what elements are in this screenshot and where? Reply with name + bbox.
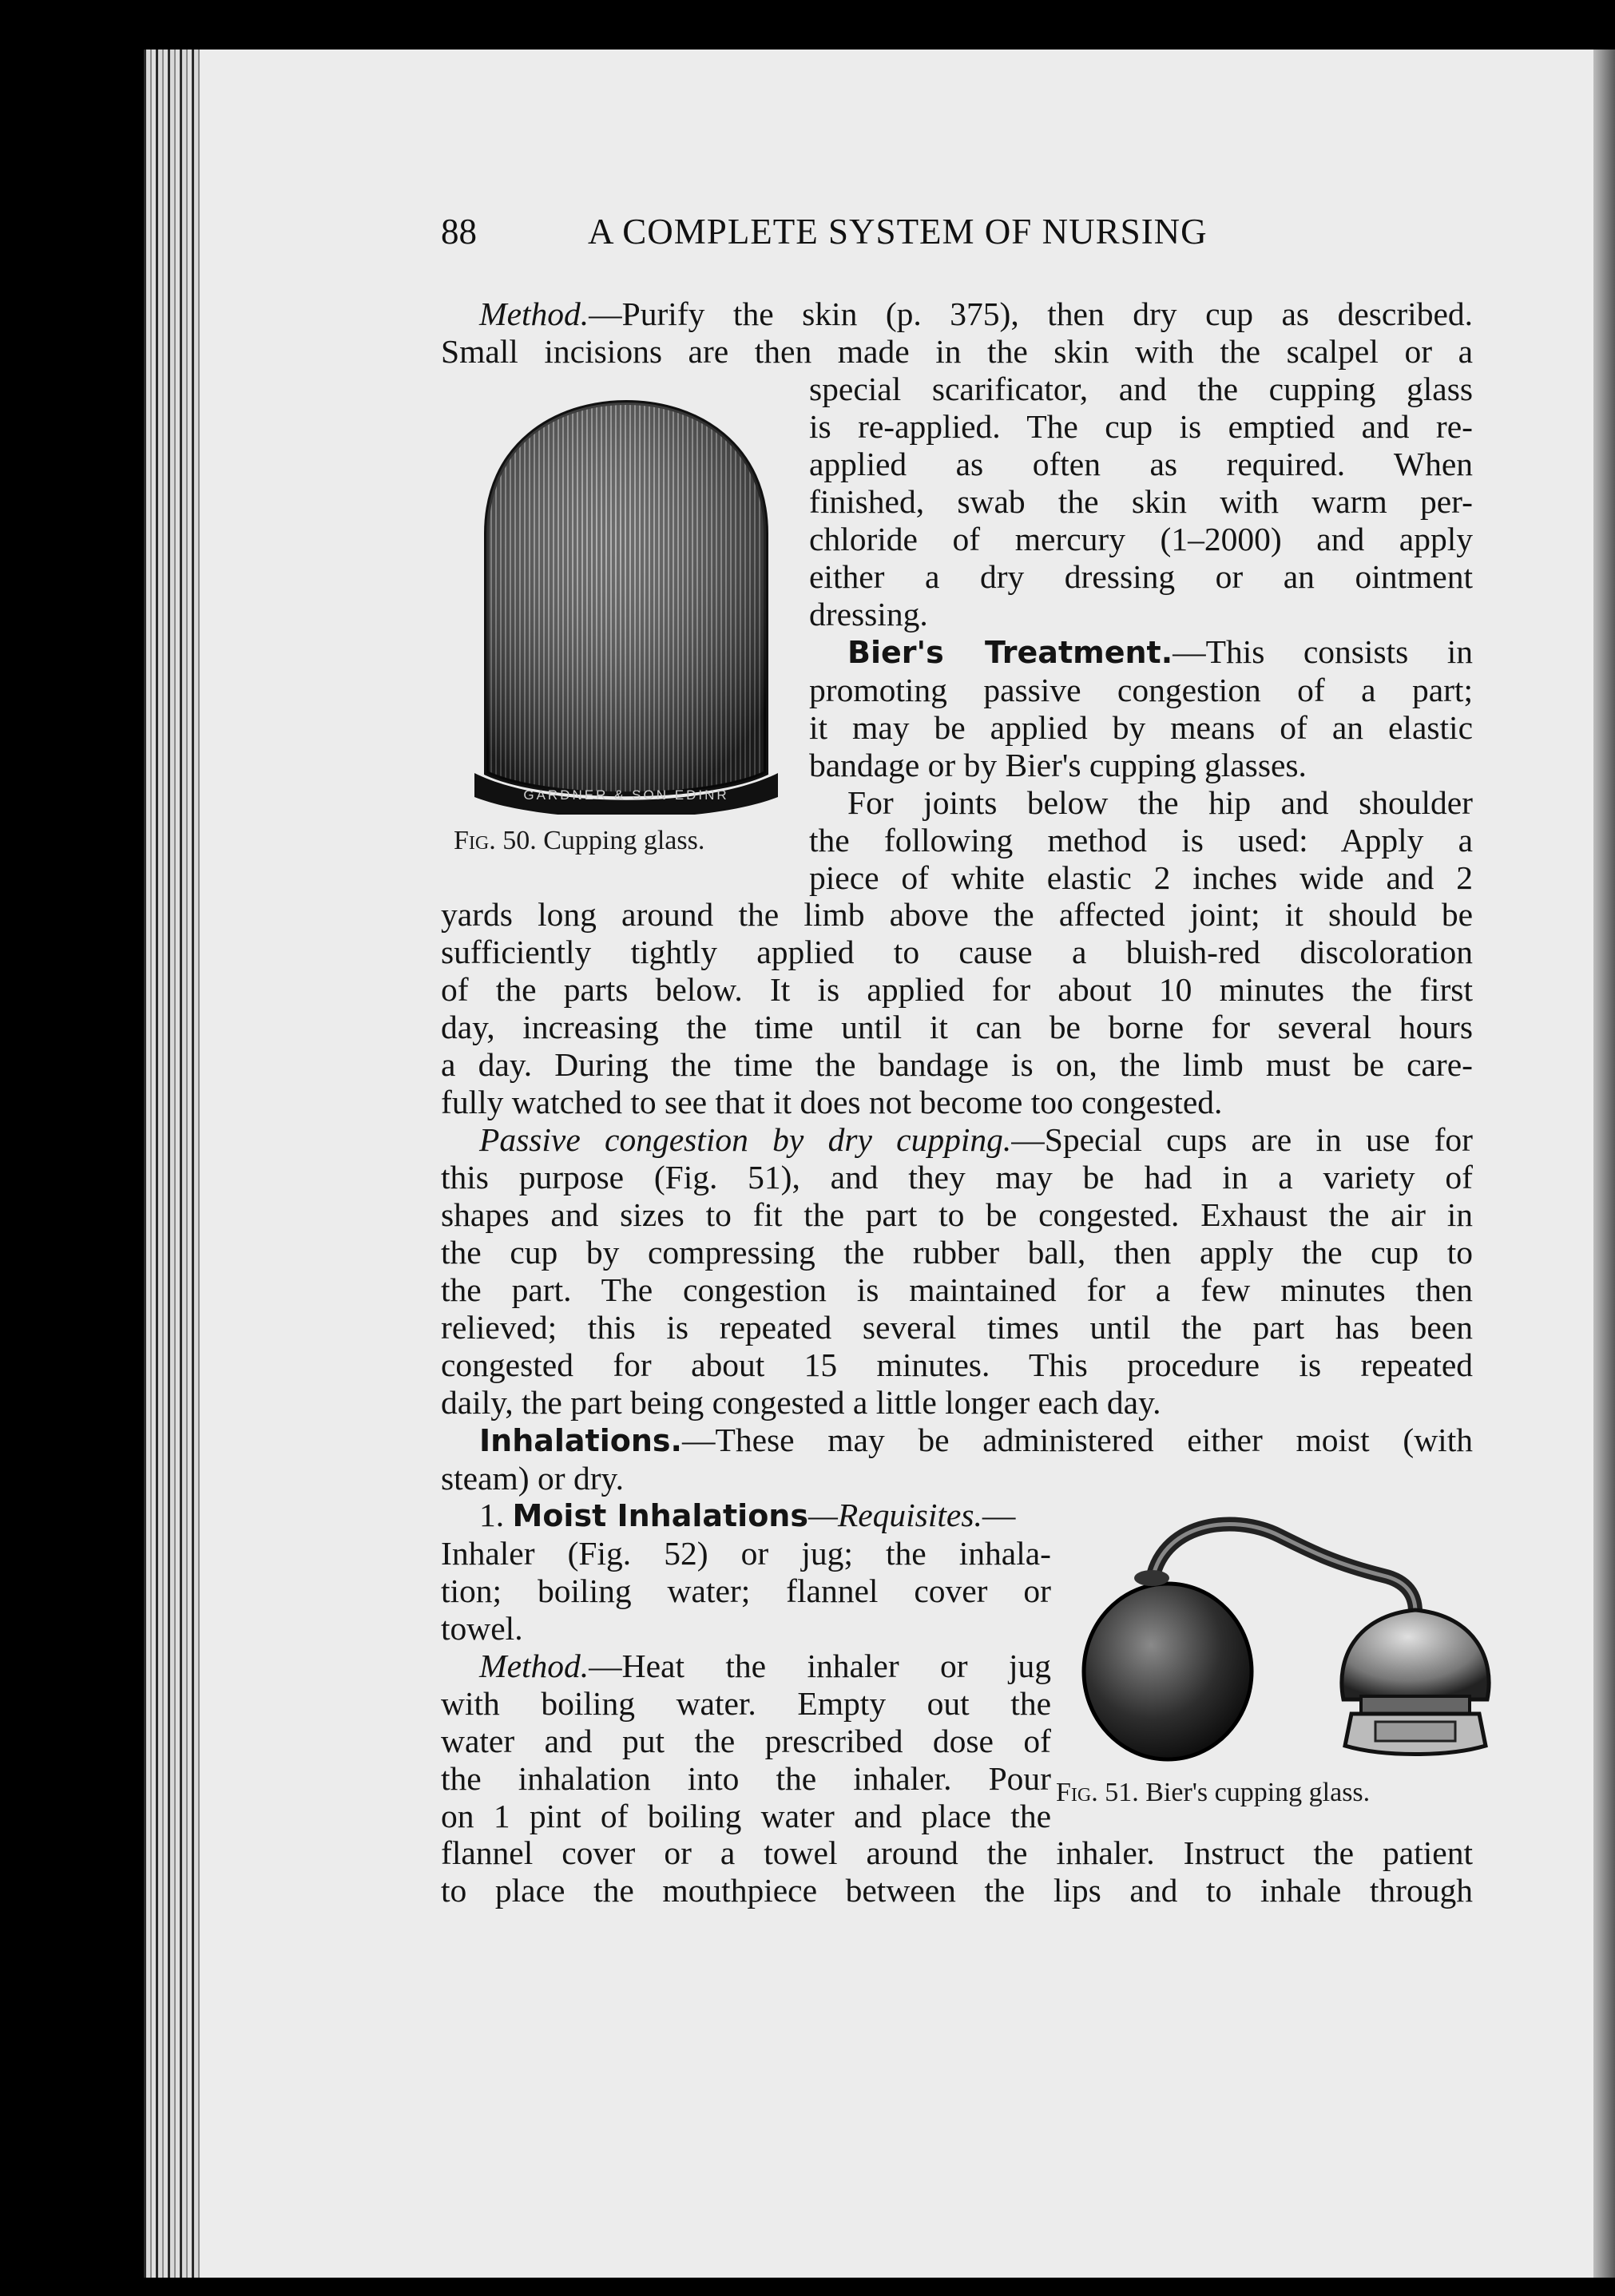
run-in-heading: Method. — [479, 1648, 589, 1684]
text-run: 1. — [479, 1497, 513, 1533]
page-number: 88 — [441, 212, 477, 252]
text-run: day, increasing the time until it can be borne for several hours — [441, 1009, 1473, 1045]
fig51-caption-prefix: Fig. 51. — [1056, 1778, 1139, 1807]
text-run: shapes and sizes to fit the part to be congested. Exhaust the air in — [441, 1196, 1473, 1233]
text-run: —Special cups are in use for — [1011, 1121, 1473, 1158]
text-line — [809, 483, 1473, 521]
text-run: special scarificator, and the cupping glass — [809, 371, 1473, 407]
text-line — [441, 1648, 1051, 1685]
text-line — [441, 896, 1473, 934]
text-run: steam) or dry. — [441, 1460, 624, 1497]
text-line — [441, 1234, 1473, 1271]
text-line — [809, 633, 1473, 672]
text-run: flannel cover or a towel around the inhaler. Instruct the patient — [441, 1834, 1473, 1871]
text-line — [441, 1760, 1051, 1798]
text-run: a day. During the time the bandage is on, the limb must be care- — [441, 1046, 1473, 1083]
section-heading: Bier's Treatment. — [847, 635, 1173, 670]
text-line — [441, 934, 1473, 971]
text-line — [809, 672, 1473, 709]
text-run: the part. The congestion is maintained for a few minutes then — [441, 1271, 1473, 1308]
text-line — [809, 558, 1473, 596]
text-line — [441, 1384, 1473, 1422]
text-line — [441, 1309, 1473, 1346]
text-line — [441, 1535, 1051, 1572]
running-title: A COMPLETE SYSTEM OF NURSING — [588, 212, 1208, 252]
text-line — [441, 1572, 1051, 1610]
text-line — [441, 1346, 1473, 1384]
text-line — [809, 521, 1473, 558]
text-run: chloride of mercury (1–2000) and apply — [809, 521, 1473, 557]
text-line — [809, 822, 1473, 859]
text-line — [441, 1872, 1473, 1909]
text-run: Small incisions are then made in the skin with the scalpel or a — [441, 333, 1473, 370]
text-line — [809, 596, 1473, 633]
text-run: daily, the part being congested a little longer each day. — [441, 1384, 1161, 1421]
fig50-caption-prefix: Fig. 50. — [454, 826, 537, 855]
text-line — [809, 446, 1473, 483]
running-head — [441, 211, 1327, 259]
text-line — [441, 1497, 1051, 1535]
text-line — [441, 971, 1473, 1009]
run-in-heading: Method. — [479, 295, 589, 332]
text-run: either a dry dressing or an ointment — [809, 558, 1473, 595]
text-line — [441, 333, 1473, 371]
text-run: on 1 pint of boiling water and place the — [441, 1798, 1051, 1834]
cupping-glass-illustration — [466, 398, 786, 815]
text-run: water and put the prescribed dose of — [441, 1723, 1051, 1759]
text-run: —Purify the skin (p. 375), then dry cup as described. — [589, 295, 1473, 332]
body-text-full — [441, 896, 1473, 1497]
run-in-heading: Passive congestion by dry cupping. — [479, 1121, 1012, 1158]
text-run: is re-applied. The cup is emptied and re- — [809, 408, 1473, 445]
text-line — [441, 1685, 1051, 1723]
text-run: piece of white elastic 2 inches wide and 2 — [809, 859, 1473, 896]
text-run: congested for about 15 minutes. This procedure is repeated — [441, 1346, 1473, 1383]
text-run: —Heat the inhaler or jug — [589, 1648, 1051, 1684]
text-run: towel. — [441, 1610, 523, 1647]
text-line — [441, 1121, 1473, 1159]
biers-cupping-glass-illustration — [1072, 1508, 1503, 1763]
text-line — [441, 1610, 1051, 1648]
text-line — [441, 1460, 1473, 1497]
text-run: Inhaler (Fig. 52) or jug; the inhala- — [441, 1535, 1051, 1572]
run-in-heading: —Requisites. — [808, 1497, 982, 1533]
text-line — [809, 859, 1473, 897]
text-run: to place the mouthpiece between the lips and to inhale through — [441, 1872, 1473, 1909]
fig51-caption — [1056, 1778, 1370, 1808]
text-line — [441, 1009, 1473, 1046]
text-line — [441, 1271, 1473, 1309]
text-run: the cup by compressing the rubber ball, then apply the cup to — [441, 1234, 1473, 1271]
text-line — [809, 371, 1473, 408]
text-run: finished, swab the skin with warm per- — [809, 483, 1473, 520]
text-run: the inhalation into the inhaler. Pour — [441, 1760, 1051, 1797]
text-line — [441, 1834, 1473, 1872]
body-text-wrap-fig50 — [809, 371, 1473, 897]
text-run: fully watched to see that it does not become too congested. — [441, 1084, 1223, 1120]
text-run: with boiling water. Empty out the — [441, 1685, 1051, 1722]
text-run: dressing. — [809, 596, 928, 632]
text-line — [441, 295, 1473, 333]
section-heading: Moist Inhalations — [512, 1498, 808, 1533]
text-run: — — [982, 1497, 1016, 1533]
maker-mark: GARDNER & SON EDINR — [523, 787, 729, 803]
fig51-caption-text: Bier's cupping glass. — [1145, 1778, 1371, 1807]
text-run: —These may be administered either moist (with — [681, 1422, 1473, 1458]
text-line — [809, 747, 1473, 784]
text-run: yards long around the limb above the affected joint; it should be — [441, 896, 1473, 933]
fig50-caption — [454, 826, 704, 856]
text-run: bandage or by Bier's cupping glasses. — [809, 747, 1307, 783]
text-line — [441, 1196, 1473, 1234]
body-text-wrap-fig51 — [441, 1497, 1051, 1835]
text-run: sufficiently tightly applied to cause a bluish-red discoloration — [441, 934, 1473, 970]
text-run: promoting passive congestion of a part; — [809, 672, 1473, 708]
text-run: it may be applied by means of an elastic — [809, 709, 1473, 746]
text-run: —This consists in — [1173, 633, 1473, 670]
text-line — [809, 784, 1473, 822]
text-line — [441, 1723, 1051, 1760]
text-run: this purpose (Fig. 51), and they may be had in a variety of — [441, 1159, 1473, 1196]
body-text-bottom — [441, 1834, 1473, 1909]
text-line — [441, 1422, 1473, 1460]
page-stack-edge — [144, 50, 200, 2278]
text-line — [809, 408, 1473, 446]
text-run: For joints below the hip and shoulder — [847, 784, 1473, 821]
text-line — [441, 1159, 1473, 1196]
text-run: of the parts below. It is applied for about 10 minutes the first — [441, 971, 1473, 1008]
text-run: relieved; this is repeated several times until the part has been — [441, 1309, 1473, 1346]
text-line — [441, 1798, 1051, 1835]
section-heading: Inhalations. — [479, 1423, 682, 1458]
text-run: tion; boiling water; flannel cover or — [441, 1572, 1051, 1609]
text-line — [441, 1046, 1473, 1084]
page-right-edge — [1593, 50, 1615, 2278]
fig50-caption-text: Cupping glass. — [543, 826, 705, 855]
text-run: the following method is used: Apply a — [809, 822, 1473, 859]
body-text — [441, 295, 1473, 371]
text-line — [809, 709, 1473, 747]
text-line — [441, 1084, 1473, 1121]
text-run: applied as often as required. When — [809, 446, 1473, 482]
